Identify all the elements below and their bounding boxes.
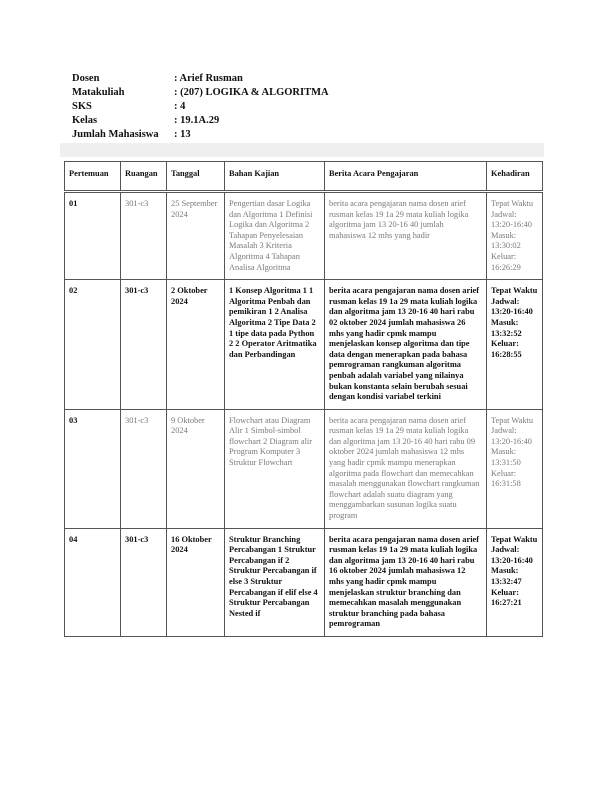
cell-bahan-kajian: Pengertian dasar Logika dan Algoritma 1 Definisi Logika dan Algoritma 2 Tahapan Penyelesaian Masalah 3 Kriteria Algoritma 4 Tahapan Analisa Algoritma <box>225 192 325 280</box>
cell-bahan-kajian: 1 Konsep Algoritma 1 1 Algoritma Penbah dan pemikiran 1 2 Analisa Algoritma 2 Tipe Data 2 1 tipe data pada Python 2 2 Operator Aritmatika dan Perbandingan <box>225 280 325 410</box>
cell-ruangan: 301-c3 <box>121 280 167 410</box>
cell-kehadiran: Tepat Waktu Jadwal: 13:20-16:40 Masuk: 13:32:52 Keluar: 16:28:55 <box>487 280 543 410</box>
column-header-ruangan: Ruangan <box>121 162 167 192</box>
attendance-table <box>64 161 543 637</box>
document-header <box>72 72 329 142</box>
header-value: : 4 <box>174 101 186 112</box>
cell-ruangan: 301-c3 <box>121 409 167 528</box>
cell-berita-acara: berita acara pengajaran nama dosen arief rusman kelas 19 1a 29 mata kuliah logika dan algoritma jam 13 20-16 40 hari rabu 16 oktober 2024 jumlah mahasiswa 12 mhs yang hadir cpmk mampu menjelaskan struktur branching dan memecahkan masalah menggunakan struktur branching pada bahasa pemrograman <box>325 528 487 636</box>
header-label: Kelas <box>72 115 98 126</box>
cell-bahan-kajian: Struktur Branching Percabangan 1 Struktur Percabangan if 2 Struktur Percabangan if else 3 Struktur Percabangan if elif else 4 Struktur Percabangan Nested if <box>225 528 325 636</box>
cell-tanggal: 25 September 2024 <box>167 192 225 280</box>
cell-berita-acara: berita acara pengajaran nama dosen arief rusman kelas 19 1a 29 mata kuliah logika algoritma jam 13 20-16 40 jumlah mahasiswa 12 mhs yang hadir <box>325 192 487 280</box>
cell-tanggal: 9 Oktober 2024 <box>167 409 225 528</box>
column-header-bahan-kajian: Bahan Kajian <box>225 162 325 192</box>
cell-bahan-kajian: Flowchart atau Diagram Alir 1 Simbol-simbol flowchart 2 Diagram alir Program Komputer 3 Struktur Flowchart <box>225 409 325 528</box>
header-value: : 13 <box>174 129 191 140</box>
header-row-sks <box>72 100 329 114</box>
header-label: Dosen <box>72 73 100 84</box>
table-header-row <box>65 162 543 192</box>
cell-kehadiran: Tepat Waktu Jadwal: 13:20-16:40 Masuk: 13:31:50 Keluar: 16:31:58 <box>487 409 543 528</box>
cell-kehadiran: Tepat Waktu Jadwal: 13:20-16:40 Masuk: 13:30:02 Keluar: 16:26:29 <box>487 192 543 280</box>
cell-berita-acara: berita acara pengajaran nama dosen arief rusman kelas 19 1a 29 mata kuliah logika dan algoritma jam 13 20-16 40 hari rabu 02 oktober 2024 jumlah mahasiswa 26 mhs yang hadir cpmk mampu menjelaskan konsep algoritma dan tipe data dengan menerapkan pada bahasa pemrograman rangkuman algoritma penbah adalah variabel yang nilainya bukan konstanta selain berubah sesuai dengan kondisi variabel terkini <box>325 280 487 410</box>
cell-pertemuan: 03 <box>65 409 121 528</box>
separator-bar <box>60 143 544 157</box>
cell-pertemuan: 02 <box>65 280 121 410</box>
header-value: : (207) LOGIKA & ALGORITMA <box>174 87 329 98</box>
table-row <box>65 409 543 528</box>
table-row <box>65 528 543 636</box>
cell-tanggal: 2 Oktober 2024 <box>167 280 225 410</box>
header-label: SKS <box>72 101 92 112</box>
cell-pertemuan: 01 <box>65 192 121 280</box>
header-row-matakuliah <box>72 86 329 100</box>
header-row-jumlah-mahasiswa <box>72 128 329 142</box>
header-row-dosen <box>72 72 329 86</box>
cell-ruangan: 301-c3 <box>121 192 167 280</box>
header-row-kelas <box>72 114 329 128</box>
cell-berita-acara: berita acara pengajaran nama dosen arief rusman kelas 19 1a 29 mata kuliah logika dan algoritma jam 13 20-16 40 hari rabu 09 oktober 2024 jumlah mahasiswa 12 mhs yang hadir cpmk mampu menerapkan algoritma pada flowchart dan memecahkan masalah menggunakan flowchart rangkuman flowchart adalah suatu diagram yang menggambarkan susunan logika suatu program <box>325 409 487 528</box>
header-label: Matakuliah <box>72 87 125 98</box>
table-row <box>65 280 543 410</box>
cell-kehadiran: Tepat Waktu Jadwal: 13:20-16:40 Masuk: 13:32:47 Keluar: 16:27:21 <box>487 528 543 636</box>
header-value: : Arief Rusman <box>174 73 243 84</box>
header-value: : 19.1A.29 <box>174 115 220 126</box>
column-header-berita-acara: Berita Acara Pengajaran <box>325 162 487 192</box>
table-row <box>65 192 543 280</box>
cell-tanggal: 16 Oktober 2024 <box>167 528 225 636</box>
column-header-pertemuan: Pertemuan <box>65 162 121 192</box>
cell-ruangan: 301-c3 <box>121 528 167 636</box>
cell-pertemuan: 04 <box>65 528 121 636</box>
column-header-kehadiran: Kehadiran <box>487 162 543 192</box>
column-header-tanggal: Tanggal <box>167 162 225 192</box>
header-label: Jumlah Mahasiswa <box>72 129 159 140</box>
